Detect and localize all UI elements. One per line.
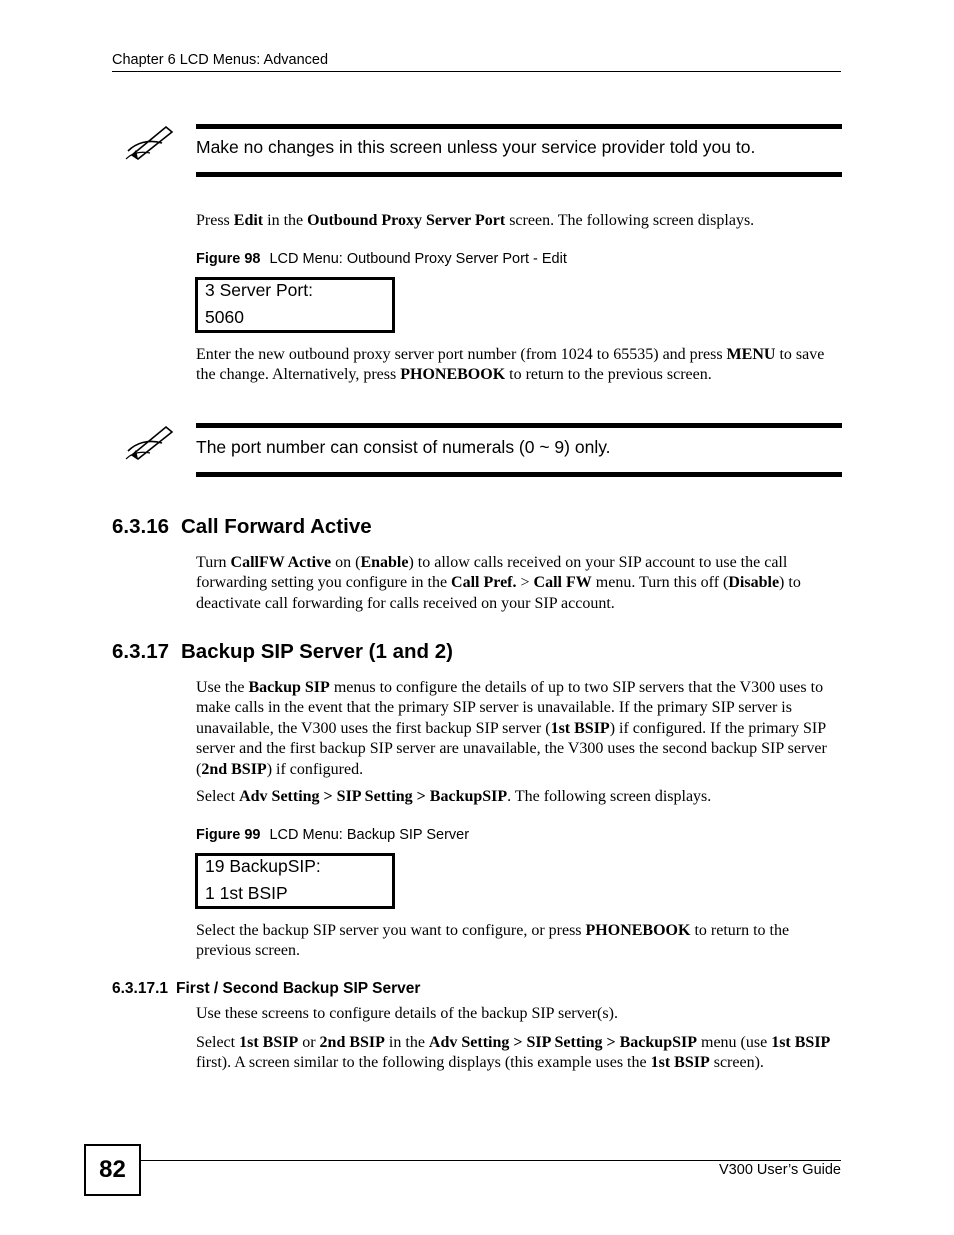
figure-caption: Figure 98 LCD Menu: Outbound Proxy Server Port - Edit	[196, 251, 567, 267]
paragraph-enter-port: Enter the new outbound proxy server port number (from 1024 to 65535) and press MENU to save the change. Alternatively, press PHONEBOOK to return to the previous screen.	[196, 346, 825, 384]
note-bottom-bar	[196, 472, 842, 477]
lcd-line-1: 19 BackupSIP:	[205, 856, 321, 876]
paragraph-backup-intro: Use the Backup SIP menus to configure the details of up to two SIP servers that the V300 uses to make calls in the event that the primary SIP server is unavailable. If the primary SIP server is unavailable, the V300 uses the first backup SIP server (1st BSIP) if configured. If the primary SIP server and the first backup SIP server are unavailable, the V300 uses the second backup SIP server (2nd BSIP) if configured.	[196, 679, 827, 778]
running-header: Chapter 6 LCD Menus: Advanced	[112, 52, 329, 68]
paragraph-select-bsip: Select 1st BSIP or 2nd BSIP in the Adv Setting > SIP Setting > BackupSIP menu (use 1st BSIP first). A screen similar to the following displays (this example uses the 1st BSIP screen).	[196, 1034, 831, 1072]
lcd-line-2: 5060	[205, 307, 244, 327]
paragraph-select-adv: Select Adv Setting > SIP Setting > BackupSIP. The following screen displays.	[196, 788, 712, 805]
paragraph-use-screens: Use these screens to configure details of the backup SIP server(s).	[196, 1005, 618, 1022]
note-bottom-bar	[196, 172, 842, 177]
lcd-screen	[195, 853, 395, 909]
header-rule	[112, 71, 841, 72]
footer-guide-title: V300 User’s Guide	[719, 1162, 841, 1178]
figure-caption: Figure 99 LCD Menu: Backup SIP Server	[196, 827, 470, 843]
paragraph-call-forward: Turn CallFW Active on (Enable) to allow calls received on your SIP account to use the call forwarding setting you configure in the Call Pref. > Call FW menu. Turn this off (Disable) to deactivate call forwarding for calls received on your SIP account.	[196, 554, 801, 612]
subsection-heading: 6.3.17.1 First / Second Backup SIP Server	[112, 980, 421, 997]
lcd-screen	[195, 277, 395, 333]
section-heading: 6.3.17 Backup SIP Server (1 and 2)	[112, 640, 453, 663]
footer-rule	[139, 1160, 841, 1161]
note-pencil-icon	[122, 421, 178, 461]
note-text: Make no changes in this screen unless your service provider told you to.	[196, 137, 756, 157]
section-heading: 6.3.16 Call Forward Active	[112, 515, 372, 538]
note-pencil-icon	[122, 121, 178, 161]
note-top-bar	[196, 423, 842, 428]
note-text: The port number can consist of numerals (0 ~ 9) only.	[196, 437, 611, 457]
page-number: 82	[84, 1144, 141, 1196]
lcd-line-1: 3 Server Port:	[205, 280, 313, 300]
lcd-line-2: 1 1st BSIP	[205, 883, 288, 903]
paragraph-select-backup: Select the backup SIP server you want to configure, or press PHONEBOOK to return to the previous screen.	[196, 922, 790, 960]
note-top-bar	[196, 124, 842, 129]
paragraph-press-edit: Press Edit in the Outbound Proxy Server Port screen. The following screen displays.	[196, 212, 755, 229]
